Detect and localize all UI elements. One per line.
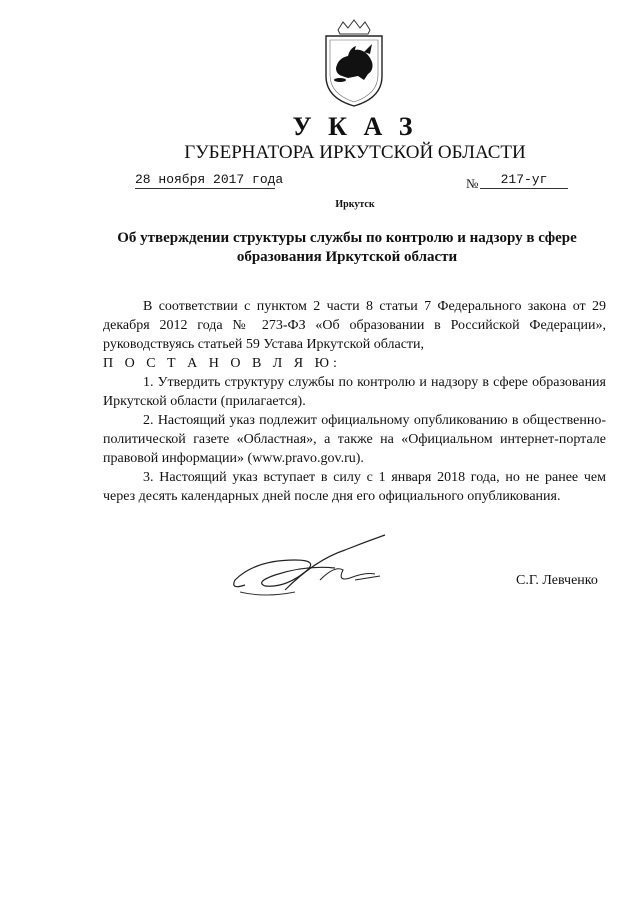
preamble-paragraph: В соответствии с пунктом 2 части 8 статьи 7 Федерального закона от 29 декабря 2012 года № 273-ФЗ «Об образовании в Российской Федерации», руководствуясь статьей 59 Устава Иркутской области,	[103, 299, 606, 352]
document-title: Об утверждении структуры службы по контролю и надзору в сфере образования Иркутской области	[117, 230, 577, 265]
item-paragraph: 1. Утвердить структуру службы по контролю и надзору в сфере образования Иркутской области (прилагается).	[103, 375, 606, 409]
document-date: 28 ноября 2017 года	[135, 172, 284, 187]
item-paragraph: 2. Настоящий указ подлежит официальному опубликованию в общественно-политической газете «Областная», а также на «Официальном интернет-портале правовой информации» (www.pravo.gov.ru).	[103, 413, 606, 466]
issuing-authority: ГУБЕРНАТОРА ИРКУТСКОЙ ОБЛАСТИ	[184, 142, 526, 163]
document-type: У К А З	[292, 112, 418, 141]
coat-of-arms-icon	[318, 18, 390, 108]
handwritten-signature-icon	[225, 530, 395, 605]
item-paragraph: 3. Настоящий указ вступает в силу с 1 января 2018 года, но не ранее чем через десять календарных дней после дня его официального опубликования.	[103, 470, 606, 504]
signatory-name: С.Г. Левченко	[516, 573, 598, 588]
issue-city: Иркутск	[335, 199, 375, 210]
document-number-label: №	[466, 176, 479, 191]
document-number: 217-уг	[480, 172, 568, 189]
document-body	[103, 297, 606, 506]
decree-word: П О С Т А Н О В Л Я Ю:	[103, 356, 341, 371]
